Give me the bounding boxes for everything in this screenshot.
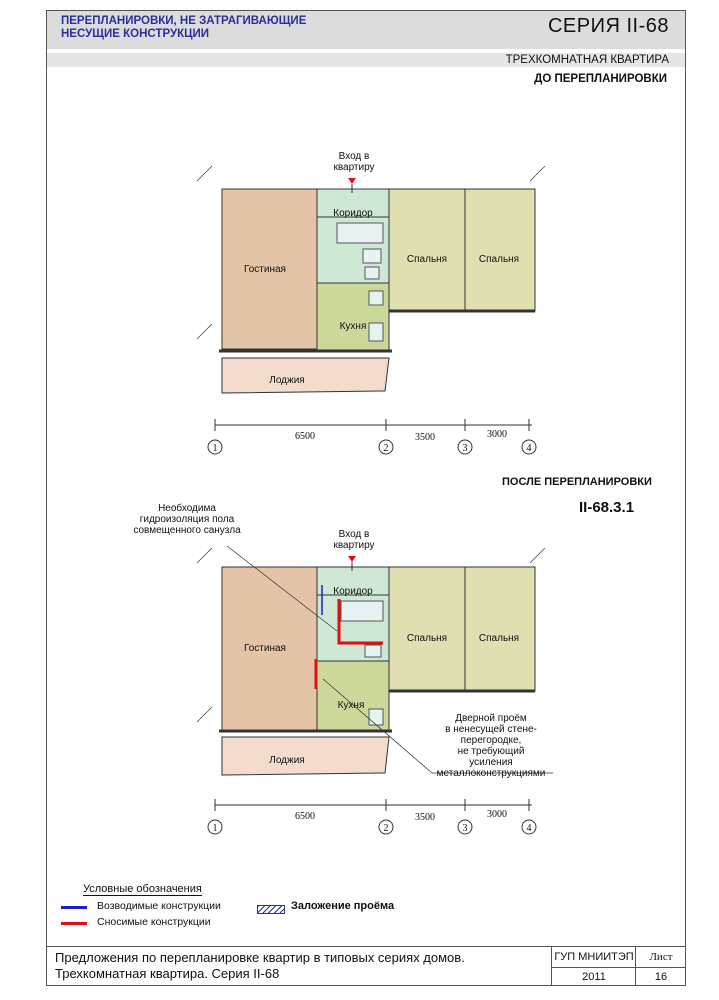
label-corridor: Коридор bbox=[333, 208, 373, 219]
kitchen-sink bbox=[369, 709, 383, 725]
sheet-number: 16 bbox=[654, 971, 668, 983]
note-waterproofing-line1: Необходима bbox=[158, 503, 216, 514]
year: 2011 bbox=[582, 971, 606, 983]
dim-3500: 3500 bbox=[415, 432, 435, 443]
toilet bbox=[365, 267, 379, 279]
dim-3000: 3000 bbox=[487, 809, 507, 820]
title-block-line2: Трехкомнатная квартира. Серия II-68 bbox=[55, 966, 280, 981]
title-block-line1: Предложения по перепланировке квартир в типовых сериях домов. bbox=[55, 950, 465, 965]
kitchen-sink bbox=[369, 323, 383, 341]
bathtub bbox=[341, 601, 383, 621]
dim-6500: 6500 bbox=[295, 811, 315, 822]
sink bbox=[363, 249, 381, 263]
label-living: Гостиная bbox=[244, 643, 286, 654]
plan-after bbox=[133, 502, 553, 834]
legend-title: Условные обозначения bbox=[83, 883, 202, 895]
dim-3000: 3000 bbox=[487, 429, 507, 440]
series-title: СЕРИЯ II-68 bbox=[547, 15, 669, 37]
layout-code: II-68.3.1 bbox=[579, 499, 635, 516]
label-loggia: Лоджия bbox=[269, 375, 305, 386]
title-block-sheet-cell bbox=[635, 947, 686, 986]
before-title: ДО ПЕРЕПЛАНИРОВКИ bbox=[534, 73, 667, 85]
label-corridor: Коридор bbox=[333, 586, 373, 597]
header-title-line1: ПЕРЕПЛАНИРОВКИ, НЕ ЗАТРАГИВАЮЩИЕ bbox=[61, 15, 307, 27]
room-bedroom1 bbox=[389, 567, 465, 691]
entry-label-line2: квартиру bbox=[333, 540, 375, 551]
note-waterproofing-line3: совмещенного санузла bbox=[133, 525, 241, 536]
legend-demolished-label: Сносимые конструкции bbox=[97, 916, 211, 928]
floor-plans bbox=[47, 11, 685, 946]
toilet bbox=[365, 645, 381, 657]
axis-3: 3 bbox=[462, 823, 468, 834]
org-name: ГУП МНИИТЭП bbox=[554, 951, 634, 963]
entry-label-line1: Вход в bbox=[338, 151, 370, 162]
label-bedroom1: Спальня bbox=[406, 633, 448, 644]
legend-erected-swatch bbox=[61, 906, 87, 909]
drawing-sheet bbox=[46, 10, 686, 986]
legend-demolished-swatch bbox=[61, 922, 87, 925]
note-doorway-line2: в ненесущей стене- bbox=[445, 724, 537, 735]
axis-1: 1 bbox=[212, 443, 218, 454]
bathtub bbox=[337, 223, 383, 243]
label-bedroom1: Спальня bbox=[406, 254, 448, 265]
label-kitchen: Кухня bbox=[339, 321, 367, 332]
entry-label-line2: квартиру bbox=[333, 162, 375, 173]
label-bedroom2: Спальня bbox=[478, 254, 520, 265]
note-doorway-line1: Дверной проём bbox=[455, 713, 527, 724]
axis-4: 4 bbox=[526, 443, 532, 454]
note-doorway-line5: усиления bbox=[469, 757, 513, 768]
label-bedroom2: Спальня bbox=[478, 633, 520, 644]
room-loggia bbox=[222, 737, 389, 775]
axis-1: 1 bbox=[212, 823, 218, 834]
dim-3500: 3500 bbox=[415, 812, 435, 823]
apartment-type: ТРЕХКОМНАТНАЯ КВАРТИРА bbox=[505, 54, 669, 66]
axis-2: 2 bbox=[383, 443, 389, 454]
room-bedroom1 bbox=[389, 189, 465, 311]
label-kitchen: Кухня bbox=[337, 700, 365, 711]
header-title-line2: НЕСУЩИЕ КОНСТРУКЦИИ bbox=[61, 28, 210, 40]
legend bbox=[61, 883, 461, 933]
title-block bbox=[47, 946, 685, 986]
after-title: ПОСЛЕ ПЕРЕПЛАНИРОВКИ bbox=[502, 476, 652, 488]
legend-opening-swatch bbox=[257, 905, 285, 914]
sheet-label: Лист bbox=[649, 951, 673, 963]
note-doorway-line3: перегородке, bbox=[460, 735, 522, 746]
label-loggia: Лоджия bbox=[269, 755, 305, 766]
note-doorway-line4: не требующий bbox=[457, 746, 525, 757]
plan-before bbox=[197, 151, 545, 454]
legend-opening-label: Заложение проёма bbox=[291, 900, 395, 912]
room-bedroom2 bbox=[465, 567, 535, 691]
room-loggia bbox=[222, 358, 389, 393]
note-waterproofing-line2: гидроизоляция пола bbox=[139, 514, 235, 525]
axis-2: 2 bbox=[383, 823, 389, 834]
axis-3: 3 bbox=[462, 443, 468, 454]
dim-6500: 6500 bbox=[295, 431, 315, 442]
legend-erected-label: Возводимые конструкции bbox=[97, 900, 221, 912]
note-doorway-line6: металлоконструкциями bbox=[436, 768, 546, 779]
room-bedroom2 bbox=[465, 189, 535, 311]
title-block-org-cell bbox=[551, 947, 636, 986]
entry-label-line1: Вход в bbox=[338, 529, 370, 540]
title-block-description bbox=[55, 950, 465, 982]
label-living: Гостиная bbox=[244, 264, 286, 275]
axis-4: 4 bbox=[526, 823, 532, 834]
stove bbox=[369, 291, 383, 305]
